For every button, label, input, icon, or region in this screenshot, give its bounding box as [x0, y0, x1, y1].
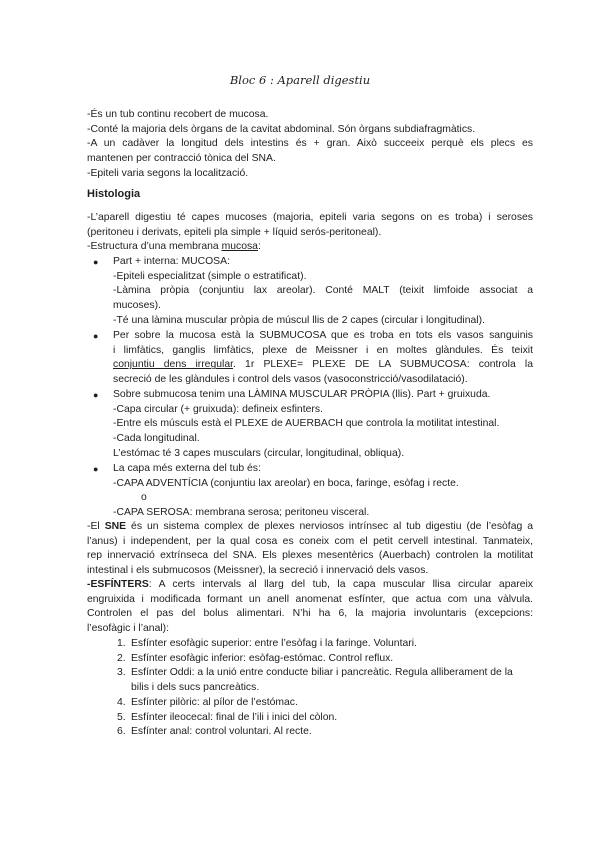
- bullet-line: -Cada longitudinal.: [113, 433, 200, 445]
- bullet-line: L’estómac té 3 capes musculars (circular, longitudinal, obliqua).: [113, 447, 405, 459]
- bullet-line: -CAPA SEROSA: membrana serosa; peritoneu visceral.: [113, 507, 370, 519]
- bullet-line: Per sobre la mucosa està la SUBMUCOSA que es troba en tots els vasos sanguinis: [113, 330, 533, 341]
- intro-line: -Conté la majoria dels òrgans de la cavitat abdominal. Són òrgans subdiafragmàtics.: [87, 123, 476, 135]
- bullet-muscular: [93, 388, 533, 462]
- bullet-line: secreció de les glàndules i control dels vasos (vasoconstricció/vasodilatació).: [113, 374, 468, 386]
- paragraph-line: engruixida i modificada formant un anell anomenat esfínter, que actua com una vàlvula.: [87, 593, 533, 605]
- bullet-line: -Té una làmina muscular pròpia de múscul llis de 2 capes (circular i longitudinal).: [113, 314, 485, 326]
- bullet-head: Part + interna: MUCOSA:: [113, 256, 230, 267]
- bullet-line: mucoses).: [113, 300, 161, 312]
- bullet-line: -Entre els músculs està el PLEXE de AUERBACH que controla la motilitat intestinal.: [113, 418, 500, 430]
- bullet-marker: ●: [93, 464, 99, 474]
- paragraph-line: intestinal i els submucosos (Meissner), la secreció i innervació dels vasos.: [87, 565, 429, 577]
- bullet-marker: ●: [93, 331, 99, 341]
- bullet-or: o: [141, 492, 147, 504]
- paragraph-line: -El SNE és un sistema complex de plexes nerviosos intrínsec al tub digestiu (de l’esòfag a: [87, 521, 533, 532]
- bullet-line: i limfàtics, ganglis limfàtics, plexe de Meissner i en moltes glàndules. És teixit: [113, 344, 533, 356]
- bullet-mucosa: [93, 255, 533, 329]
- bullet-head: La capa més externa del tub és:: [113, 463, 261, 474]
- intro-line: mantenen per contracció tònica del SNA.: [87, 153, 276, 165]
- bullet-capa-externa: [93, 462, 533, 521]
- histologia-section: [87, 187, 533, 202]
- list-item: 4. Esfínter pilòric: al pílor de l’estómac.: [117, 696, 298, 708]
- intro-section: [87, 108, 533, 182]
- paragraph-line: -Estructura d’una membrana mucosa:: [87, 241, 261, 253]
- bullet-head: Sobre submucosa tenim una LÀMINA MUSCULAR PRÒPIA (llis). Part + gruixuda.: [113, 389, 491, 400]
- paragraph-line: l’anus) i independent, per la qual cosa es coneix com el petit cervell intestinal. Tanmateix,: [87, 535, 533, 547]
- list-item: 6. Esfínter anal: control voluntari. Al recte.: [117, 726, 312, 738]
- bullet-line: -Làmina pròpia (conjuntiu lax areolar). Conté MALT (teixit limfoide associat a: [113, 285, 533, 297]
- bullet-line: -Capa circular (+ gruixuda): defineix esfinters.: [113, 403, 323, 415]
- list-item: 1. Esfínter esofàgic superior: entre l’esòfag i la faringe. Voluntari.: [117, 638, 417, 649]
- list-item: bilis i dels sucs pancreàtics.: [131, 682, 260, 694]
- paragraph-line: Controlen el pas del bolus alimentari. N’hi ha 6, la majoria involuntaris (excepcions:: [87, 608, 533, 620]
- esfinters-list: [117, 637, 533, 740]
- bullet-marker: ●: [93, 390, 99, 400]
- histologia-body: [87, 211, 533, 255]
- intro-line: -Epiteli varia segons la localització.: [87, 167, 249, 179]
- list-item: 2. Esfínter esofàgic inferior: esòfag-estómac. Control reflux.: [117, 652, 394, 664]
- sne-section: [87, 520, 533, 579]
- bullet-submucosa: [93, 329, 533, 388]
- esfinters-section: [87, 578, 533, 637]
- paragraph-line: (peritoneu i derivats, epiteli pla simple + líquid serós-peritoneal).: [87, 226, 382, 238]
- list-item: 3. Esfínter Oddi: a la unió entre conducte biliar i pancreàtic. Regula alliberament de la: [117, 667, 513, 679]
- paragraph-line: rep innervació extrínseca del SNA. Els plexes mesentèrics (Auerbach) controlen la motilitat: [87, 550, 533, 562]
- document-title: Bloc 6 : Aparell digestiu: [229, 73, 371, 87]
- bullet-line: conjuntiu dens irregular. 1r PLEXE= PLEXE DE LA SUBMUCOSA: controla la: [113, 359, 533, 371]
- paragraph-line: -L’aparell digestiu té capes mucoses (majoria, epiteli varia segons on es troba) i seroses: [87, 212, 533, 223]
- intro-line: -A un cadàver la longitud dels intestins és + gran. Això succeeix perquè els plecs es: [87, 138, 533, 150]
- bullet-marker: ●: [93, 257, 99, 267]
- bullet-line: -CAPA ADVENTÍCIA (conjuntiu lax areolar) en boca, faringe, esòfag i recte.: [113, 477, 459, 489]
- section-heading: Histologia: [87, 188, 141, 200]
- intro-line: -És un tub continu recobert de mucosa.: [87, 109, 269, 120]
- paragraph-line: -ESFÍNTERS: A certs intervals al llarg del tub, la capa muscular llisa circular apareix: [87, 579, 533, 590]
- list-item: 5. Esfínter ileocecal: final de l’ili i inici del còlon.: [117, 711, 338, 723]
- bullet-line: -Epiteli especialitzat (simple o estratificat).: [113, 270, 307, 282]
- paragraph-line: l’esofàgic i l’anal):: [87, 623, 170, 635]
